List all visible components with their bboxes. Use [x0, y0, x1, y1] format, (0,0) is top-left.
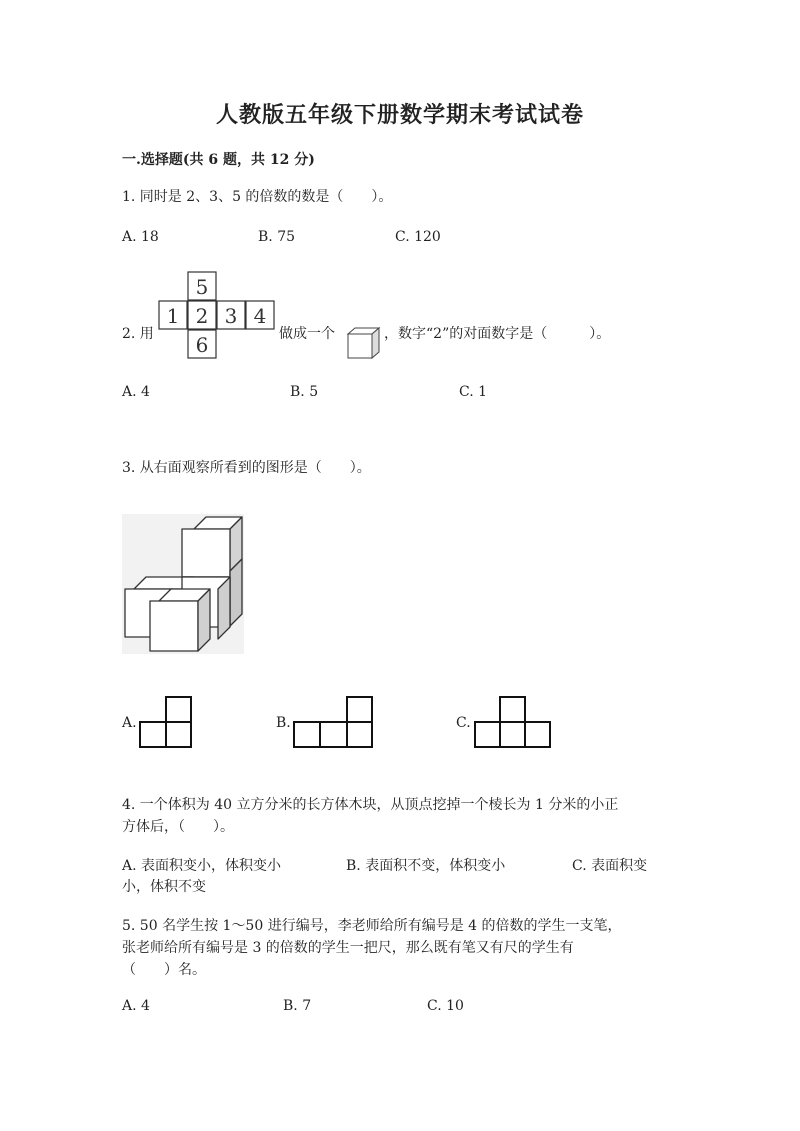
question-4-option-c-continued[interactable]: 小，体积不变: [122, 879, 206, 895]
net-digit-bottom: 6: [195, 333, 209, 357]
page-title: 人教版五年级下册数学期末考试试卷: [215, 102, 584, 128]
question-2-option-c[interactable]: C. 1: [459, 384, 488, 400]
question-3-option-c-figure[interactable]: [474, 696, 552, 748]
question-5-option-a[interactable]: A. 4: [122, 998, 150, 1014]
question-2-suffix: ，数字“2”的对面数字是（ ）。: [384, 326, 611, 342]
question-5-option-b[interactable]: B. 7: [283, 998, 312, 1014]
question-2-prefix: 2. 用: [122, 326, 154, 342]
net-digit-4: 4: [253, 304, 267, 328]
question-1-option-b[interactable]: B. 75: [258, 229, 296, 245]
question-4-line-1: 4. 一个体积为 40 立方分米的长方体木块，从顶点挖掉一个棱长为 1 分米的小正: [122, 797, 619, 813]
question-4-option-a[interactable]: A. 表面积变小，体积变小: [122, 858, 282, 874]
question-3-text: 3. 从右面观察所看到的图形是（ ）。: [122, 460, 371, 476]
question-1-option-a[interactable]: A. 18: [122, 229, 159, 245]
net-digit-1: 1: [166, 304, 180, 328]
question-1-text: 1. 同时是 2、3、5 的倍数的数是（ ）。: [122, 189, 393, 205]
small-cube-figure: [347, 327, 381, 359]
cube-net-figure: [158, 271, 276, 359]
question-4-option-c[interactable]: C. 表面积变: [572, 858, 648, 874]
question-5-line-3: （ ）名。: [122, 962, 206, 978]
question-3-option-a-label[interactable]: A.: [122, 715, 137, 731]
question-4-option-b[interactable]: B. 表面积不变，体积变小: [346, 858, 506, 874]
question-3-option-a-figure[interactable]: [139, 696, 193, 748]
question-2-middle: 做成一个: [279, 326, 335, 342]
net-digit-2: 2: [195, 304, 209, 328]
question-1-option-c[interactable]: C. 120: [395, 229, 441, 245]
question-5-line-2: 张老师给所有编号是 3 的倍数的学生一把尺，那么既有笔又有尺的学生有: [122, 940, 574, 956]
question-5-line-1: 5. 50 名学生按 1～50 进行编号，李老师给所有编号是 4 的倍数的学生一支笔，: [122, 918, 622, 934]
question-2-option-b[interactable]: B. 5: [290, 384, 319, 400]
question-3-option-b-figure[interactable]: [293, 696, 374, 748]
question-3-option-b-label[interactable]: B.: [276, 715, 291, 731]
question-2-option-a[interactable]: A. 4: [122, 384, 150, 400]
cube-stack-figure: [122, 514, 244, 654]
question-5-option-c[interactable]: C. 10: [427, 998, 464, 1014]
section-heading: 一.选择题(共 6 题，共 12 分): [122, 152, 315, 168]
net-digit-3: 3: [224, 304, 238, 328]
question-4-line-2: 方体后，（ ）。: [122, 819, 234, 835]
net-digit-top: 5: [195, 275, 209, 299]
question-3-option-c-label[interactable]: C.: [456, 715, 471, 731]
